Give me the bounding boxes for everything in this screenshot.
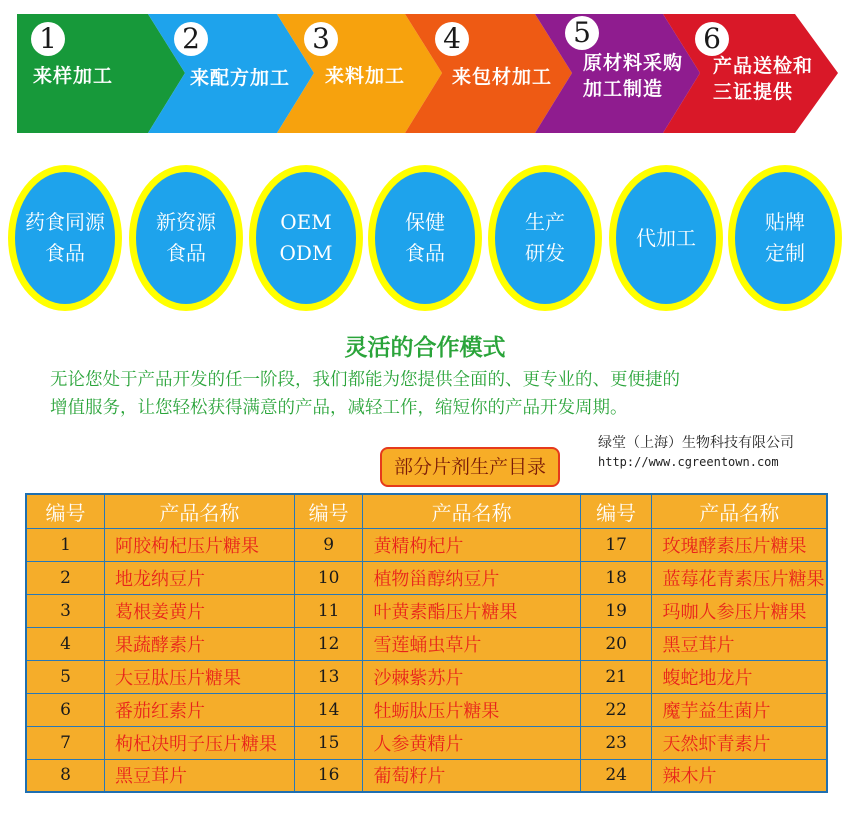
table-row	[26, 693, 827, 726]
product-no: 22	[580, 693, 652, 726]
table-header-row	[26, 494, 827, 528]
flow-step-5	[535, 14, 684, 133]
catalog-title: 部分片剂生产目录	[380, 447, 560, 487]
product-name: 牡蛎肽压片糖果	[363, 693, 580, 726]
product-no: 8	[26, 759, 105, 792]
service-label: OEM ODM	[279, 210, 333, 265]
product-name: 葛根姜黄片	[105, 594, 295, 627]
step-number: 6	[695, 22, 729, 56]
table-row	[26, 561, 827, 594]
header-name: 产品名称	[105, 494, 295, 528]
product-no: 16	[294, 759, 363, 792]
process-flow	[17, 14, 839, 133]
product-name: 沙棘紫苏片	[363, 660, 580, 693]
product-name: 大豆肽压片糖果	[105, 660, 295, 693]
service-label: 保健 食品	[405, 210, 445, 265]
service-label: 新资源 食品	[156, 210, 216, 265]
step-label: 来配方加工	[190, 67, 291, 89]
step-number: 3	[304, 22, 338, 56]
product-name: 天然虾青素片	[652, 726, 827, 759]
step-number: 1	[31, 22, 65, 56]
product-no: 10	[294, 561, 363, 594]
service-label: 贴牌 定制	[765, 210, 805, 265]
product-name: 果蔬酵素片	[105, 627, 295, 660]
description-line: 无论您处于产品开发的任一阶段，我们都能为您提供全面的、更专业的、更便捷的	[50, 370, 680, 390]
step-label-line1: 产品送检和	[713, 55, 814, 77]
product-name: 黑豆茸片	[652, 627, 827, 660]
service-circle-new-resource	[129, 165, 243, 311]
product-no: 4	[26, 627, 105, 660]
table-row	[26, 528, 827, 561]
product-no: 20	[580, 627, 652, 660]
header-name: 产品名称	[652, 494, 827, 528]
table-row	[26, 759, 827, 792]
step-number: 4	[435, 22, 469, 56]
product-name: 雪莲蛹虫草片	[363, 627, 580, 660]
product-name: 人参黄精片	[363, 726, 580, 759]
step-number: 5	[565, 16, 599, 50]
table-row	[26, 660, 827, 693]
product-no: 24	[580, 759, 652, 792]
product-catalog-table	[25, 493, 828, 793]
flow-step-2	[148, 14, 291, 133]
header-no: 编号	[26, 494, 105, 528]
header-no: 编号	[294, 494, 363, 528]
table-row	[26, 627, 827, 660]
service-label: 代加工	[636, 225, 696, 250]
step-label-line2: 加工制造	[583, 78, 664, 100]
service-circle-private-label	[728, 165, 842, 311]
product-no: 11	[294, 594, 363, 627]
product-name: 蝮蛇地龙片	[652, 660, 827, 693]
product-name: 葡萄籽片	[363, 759, 580, 792]
product-no: 17	[580, 528, 652, 561]
flow-step-3	[277, 14, 417, 133]
product-no: 21	[580, 660, 652, 693]
product-no: 7	[26, 726, 105, 759]
product-no: 23	[580, 726, 652, 759]
product-no: 9	[294, 528, 363, 561]
table-row	[26, 594, 827, 627]
service-circle-oem-odm	[249, 165, 363, 311]
product-name: 阿胶枸杞压片糖果	[105, 528, 295, 561]
product-no: 5	[26, 660, 105, 693]
table-row	[26, 726, 827, 759]
step-number: 2	[174, 22, 208, 56]
product-name: 魔芋益生菌片	[652, 693, 827, 726]
cooperation-description	[50, 366, 830, 422]
product-no: 2	[26, 561, 105, 594]
service-circle-contract-processing	[609, 165, 723, 311]
header-no: 编号	[580, 494, 652, 528]
product-no: 6	[26, 693, 105, 726]
product-name: 蓝莓花青素压片糖果	[652, 561, 827, 594]
service-circle-medicine-food	[8, 165, 122, 311]
product-no: 1	[26, 528, 105, 561]
product-no: 13	[294, 660, 363, 693]
product-name: 黑豆茸片	[105, 759, 295, 792]
description-line: 增值服务，让您轻松获得满意的产品，减轻工作，缩短你的产品开发周期。	[50, 398, 628, 418]
step-label: 来料加工	[325, 65, 406, 87]
flow-step-6	[663, 14, 823, 133]
header-name: 产品名称	[363, 494, 580, 528]
product-no: 18	[580, 561, 652, 594]
step-label-line1: 原材料采购	[583, 52, 684, 74]
product-name: 玛咖人参压片糖果	[652, 594, 827, 627]
product-no: 12	[294, 627, 363, 660]
product-name: 枸杞决明子压片糖果	[105, 726, 295, 759]
product-no: 3	[26, 594, 105, 627]
flow-step-1	[17, 14, 157, 133]
product-name: 地龙纳豆片	[105, 561, 295, 594]
product-name: 玫瑰酵素压片糖果	[652, 528, 827, 561]
product-no: 15	[294, 726, 363, 759]
step-label: 来样加工	[33, 65, 114, 87]
product-no: 14	[294, 693, 363, 726]
service-circle-health-food	[368, 165, 482, 311]
company-url[interactable]: http://www.cgreentown.com	[598, 455, 779, 469]
service-circle-rnd	[488, 165, 602, 311]
service-circles	[8, 165, 848, 315]
product-name: 辣木片	[652, 759, 827, 792]
product-no: 19	[580, 594, 652, 627]
flow-step-4	[405, 14, 553, 133]
step-label-line2: 三证提供	[713, 81, 794, 103]
company-name: 绿堂（上海）生物科技有限公司	[598, 435, 794, 451]
step-label: 来包材加工	[452, 66, 553, 88]
cooperation-title: 灵活的合作模式	[344, 335, 506, 361]
product-name: 叶黄素酯压片糖果	[363, 594, 580, 627]
product-name: 番茄红素片	[105, 693, 295, 726]
product-name: 黄精枸杞片	[363, 528, 580, 561]
service-label: 药食同源 食品	[25, 210, 105, 265]
product-name: 植物甾醇纳豆片	[363, 561, 580, 594]
service-label: 生产 研发	[525, 210, 565, 265]
